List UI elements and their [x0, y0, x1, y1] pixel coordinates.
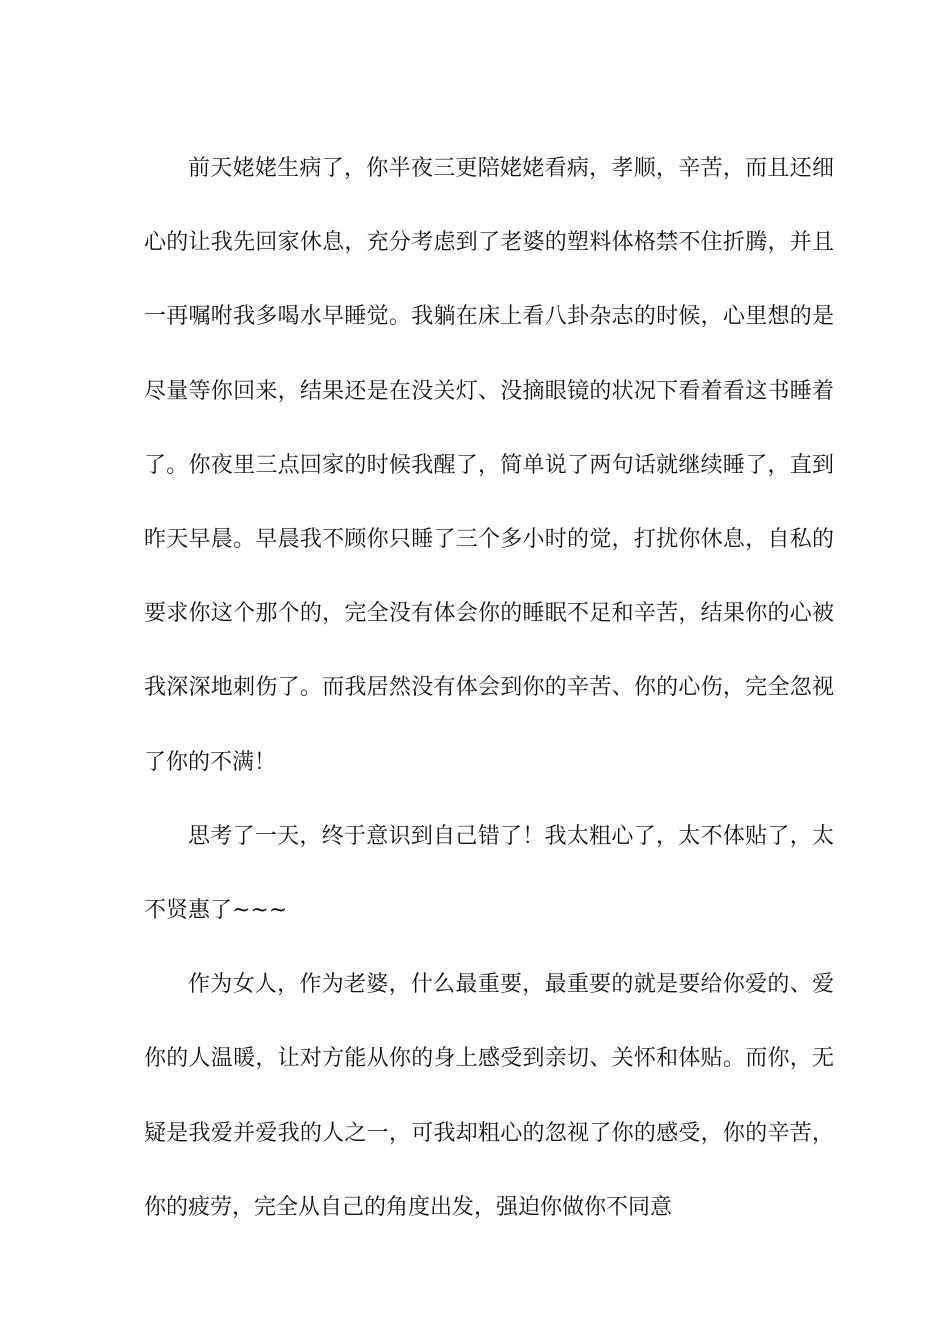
document-body [144, 132, 834, 1245]
paragraph-1: 前天姥姥生病了，你半夜三更陪姥姥看病，孝顺，辛苦，而且还细心的让我先回家休息，充分考虑到了老婆的塑料体格禁不住折腾，并且一再嘱咐我多喝水早睡觉。我躺在床上看八卦杂志的时候，心里想的是尽量等你回来，结果还是在没关灯、没摘眼镜的状况下看着看这书睡着了。你夜里三点回家的时候我醒了，简单说了两句话就继续睡了，直到昨天早晨。早晨我不顾你只睡了三个多小时的觉，打扰你休息，自私的要求你这个那个的，完全没有体会你的睡眠不足和辛苦，结果你的心被我深深地刺伤了。而我居然没有体会到你的辛苦、你的心伤，完全忽视了你的不满！ [144, 156, 834, 775]
paragraph-2: 思考了一天，终于意识到自己错了！我太粗心了，太不体贴了，太不贤惠了~~~ [144, 823, 834, 924]
paragraph-3: 作为女人，作为老婆，什么最重要，最重要的就是要给你爱的、爱你的人温暖，让对方能从你的身上感受到亲切、关怀和体贴。而你，无疑是我爱并爱我的人之一，可我却粗心的忽视了你的感受，你的辛苦，你的疲劳，完全从自己的角度出发，强迫你做你不同意 [144, 972, 834, 1220]
